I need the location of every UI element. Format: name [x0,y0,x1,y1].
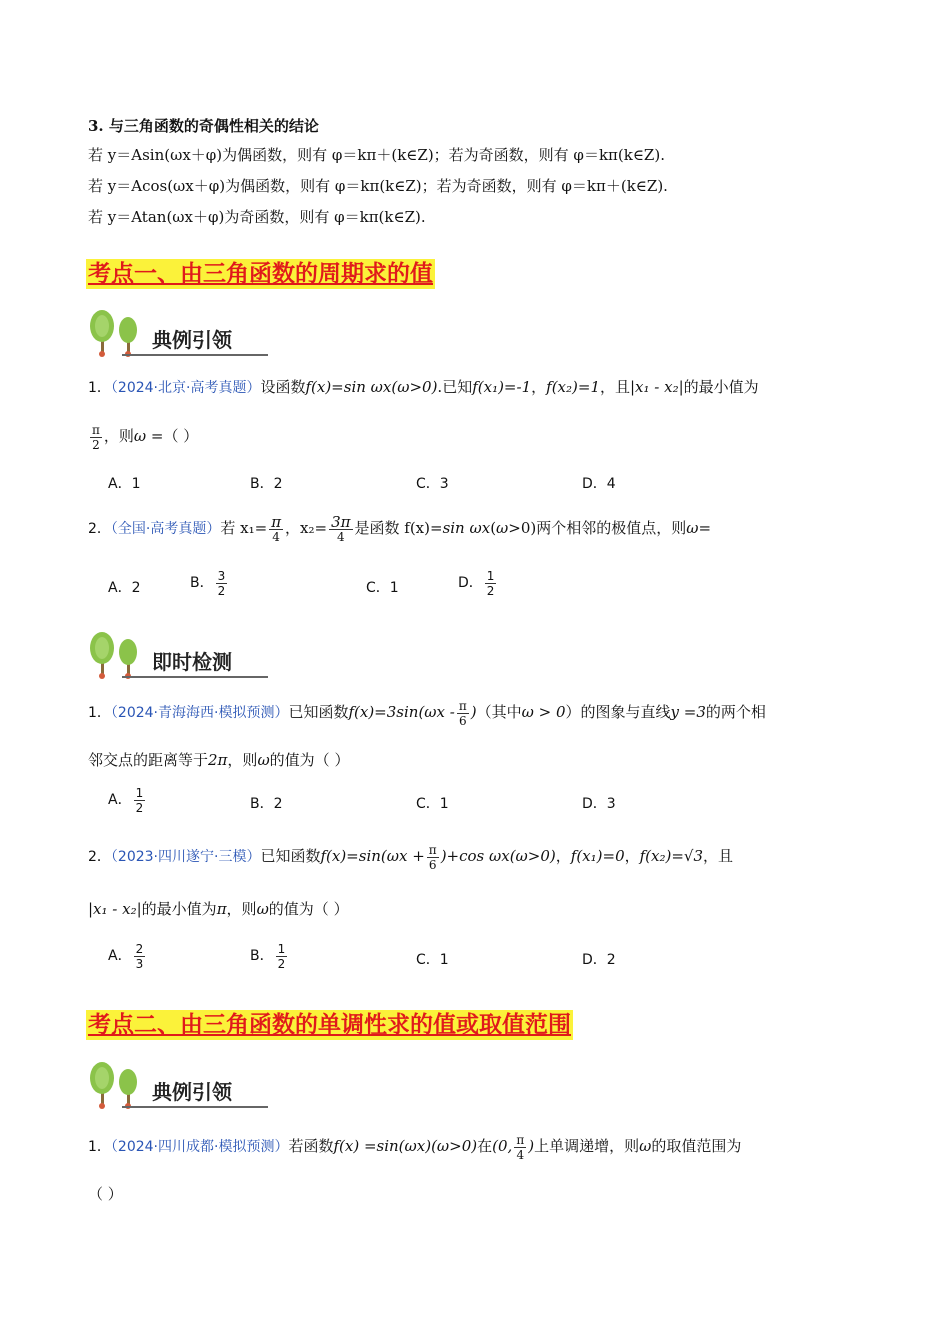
intro-line-2: 若 y＝Acos(ωx＋φ)为偶函数，则有 φ＝kπ(k∈Z)；若为奇函数，则有 φ＝kπ＋(k∈Z). [88,177,668,195]
option-d: D． $\frac{1}{2}$ [458,568,495,598]
option-b: B． $\frac{3}{2}$ [190,568,226,598]
intro-heading: 3. 与三角函数的奇偶性相关的结论 [88,117,319,135]
question-source: （2024·青海海西·模拟预测） [110,705,289,721]
section-title-1: 考点一、由三角函数的周期求的值 [88,261,433,287]
badge-check [88,630,268,680]
badge-underline [122,1106,268,1108]
option-c: C．1 [416,796,449,812]
option-b: B．2 [250,796,283,812]
tree-icon [88,1060,148,1110]
tree-icon [88,308,148,358]
question-source: （2024·北京·高考真题） [110,380,261,396]
option-d: D．3 [582,796,616,812]
intro-line-3: 若 y＝Atan(ωx＋φ)为奇函数，则有 φ＝kπ(k∈Z). [88,208,426,226]
option-a: A． $\frac{2}{3}$ [108,941,144,971]
badge-label: 典例引领 [152,1080,232,1104]
fraction: $\frac{\pi}{2}$ [92,422,100,452]
question-source: （2024·四川成都·模拟预测） [110,1139,289,1155]
badge-label: 即时检测 [152,650,232,674]
question-1: 1．（2024·北京·高考真题）设函数f(x)=sin ωx(ω>0).已知f(x₁)=-1，f(x₂)=1，且|x₁ - x₂|的最小值为 [88,378,759,396]
question-5-paren: （ ） [88,1185,123,1203]
question-source: （全国·高考真题） [110,521,221,537]
option-c: C．1 [366,580,399,596]
question-3-cont: 邻交点的距离等于2π，则ω的值为（ ） [88,751,350,769]
question-4-cont: |x₁ - x₂|的最小值为π，则ω的值为（ ） [88,900,349,918]
option-a: A．2 [108,580,141,596]
question-source: （2023·四川遂宁·三模） [110,849,261,865]
option-c: C．3 [416,476,449,492]
badge-underline [122,676,268,678]
badge-label: 典例引领 [152,328,232,352]
section-title-2: 考点二、由三角函数的单调性求的值或取值范围 [88,1012,571,1038]
fraction: $\frac{\pi}{4}$ [271,512,282,544]
badge-underline [122,354,268,356]
option-a: A．1 [108,476,141,492]
badge-example-1 [88,308,268,358]
option-c: C．1 [416,952,449,968]
question-3: 1．（2024·青海海西·模拟预测）已知函数f(x)=3sin(ωx - $\frac{\pi}{6}$ )（其中ω > 0）的图象与直线y =3的两个相 [88,698,766,728]
question-5: 1．（2024·四川成都·模拟预测）若函数f(x) =sin(ωx)(ω>0)在(0, $\frac{\pi}{4}$ )上单调递增，则ω的取值范围为 [88,1132,742,1162]
option-d: D．2 [582,952,616,968]
option-b: B．2 [250,476,283,492]
question-2: 2．（全国·高考真题）若 x₁= $\frac{\pi}{4}$ ，x₂= $\frac{3\pi}{4}$ 是函数 f(x)=sin ωx(ω>0)两个相邻的极值点，则ω= [88,512,712,544]
option-b: B． $\frac{1}{2}$ [250,941,286,971]
intro-line-1: 若 y＝Asin(ωx＋φ)为偶函数，则有 φ＝kπ＋(k∈Z)；若为奇函数，则有 φ＝kπ(k∈Z). [88,146,665,164]
fraction: $\frac{3\pi}{4}$ [331,512,351,544]
option-d: D．4 [582,476,616,492]
question-4: 2．（2023·四川遂宁·三模）已知函数f(x)=sin(ωx + $\frac{\pi}{6}$ )+cos ωx(ω>0)，f(x₁)=0，f(x₂)=√3，且 [88,842,734,872]
badge-example-2 [88,1060,268,1110]
tree-icon [88,630,148,680]
question-1-cont: $\frac{\pi}{2}$ ，则ω =（ ） [92,422,199,452]
option-a: A． $\frac{1}{2}$ [108,785,144,815]
